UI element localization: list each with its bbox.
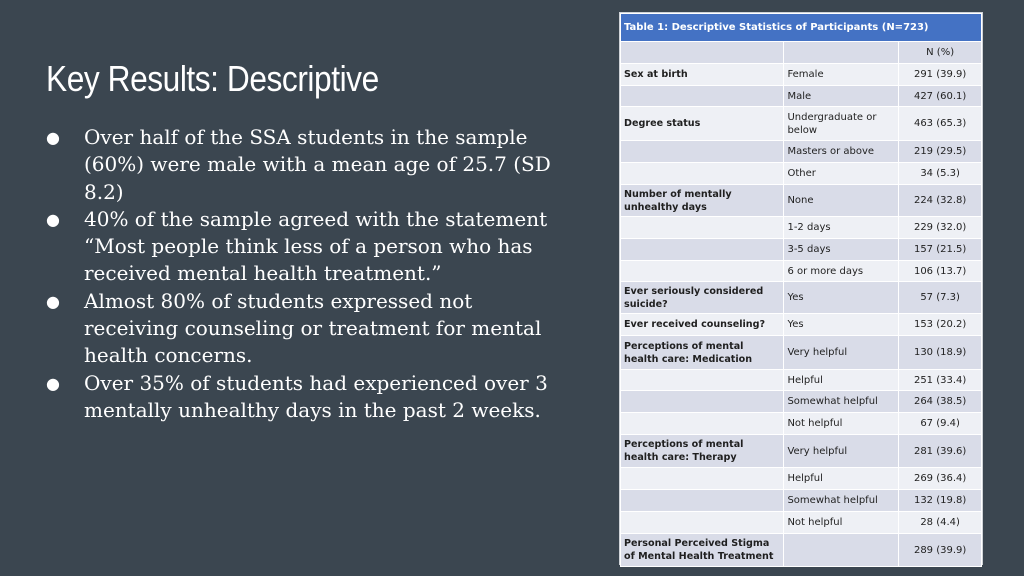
table-cell-category: Perceptions of mental health care: Medication [621, 336, 784, 370]
table-cell-category [621, 239, 784, 261]
bullet-icon: ● [46, 128, 60, 147]
bullet-item [46, 206, 566, 288]
table-cell-level [784, 534, 899, 567]
table-caption-row [621, 14, 982, 42]
table-cell-value: 132 (19.8) [899, 490, 982, 512]
bullet-text: 40% of the sample agreed with the statement “Most people think less of a person who has received mental health treatment.” [84, 206, 548, 286]
table-row [621, 261, 982, 282]
bullet-text: Almost 80% of students expressed not receiving counseling or treatment for mental health concerns. [84, 288, 542, 368]
table-row [621, 336, 982, 370]
table-cell-level: Not helpful [784, 512, 899, 534]
bullet-item [46, 288, 566, 370]
table-cell-level: None [784, 185, 899, 217]
table-cell-category: Sex at birth [621, 64, 784, 86]
table-cell-category [621, 86, 784, 107]
header-cell-category [621, 42, 784, 64]
table-row [621, 185, 982, 217]
table-cell-category [621, 512, 784, 534]
table-cell-level: Yes [784, 314, 899, 336]
table-cell-value: 224 (32.8) [899, 185, 982, 217]
table-cell-value: 28 (4.4) [899, 512, 982, 534]
table-row [621, 413, 982, 435]
table-cell-level: Undergraduate or below [784, 107, 899, 141]
table-row [621, 163, 982, 185]
slide-title: Key Results: Descriptive [46, 58, 379, 99]
table-cell-level: Other [784, 163, 899, 185]
table-row [621, 468, 982, 490]
table-cell-value: 289 (39.9) [899, 534, 982, 567]
bullet-icon: ● [46, 209, 60, 229]
bullet-icon: ● [46, 373, 60, 393]
table-cell-value: 34 (5.3) [899, 163, 982, 185]
table-row [621, 370, 982, 391]
bullet-text: Over 35% of students had experienced over 3 mentally unhealthy days in the past 2 weeks. [84, 370, 548, 422]
table-cell-value: 57 (7.3) [899, 282, 982, 314]
table-cell-level: 6 or more days [784, 261, 899, 282]
table-row [621, 490, 982, 512]
table-row [621, 217, 982, 239]
table-cell-value: 153 (20.2) [899, 314, 982, 336]
table-row [621, 435, 982, 468]
table-cell-level: Somewhat helpful [784, 391, 899, 413]
table-row [621, 107, 982, 141]
header-cell-n-percent: N (%) [899, 42, 982, 64]
table-cell-value: 291 (39.9) [899, 64, 982, 86]
table-cell-category [621, 163, 784, 185]
table-cell-category [621, 141, 784, 163]
table-cell-category [621, 468, 784, 490]
table-row [621, 86, 982, 107]
table-row [621, 391, 982, 413]
table-cell-value: 229 (32.0) [899, 217, 982, 239]
bullet-icon: ● [46, 291, 60, 311]
table-cell-level: 1-2 days [784, 217, 899, 239]
table-row [621, 282, 982, 314]
table-cell-level: 3-5 days [784, 239, 899, 261]
table-header-row [621, 42, 982, 64]
table-cell-category: Perceptions of mental health care: Therapy [621, 435, 784, 468]
table-cell-value: 264 (38.5) [899, 391, 982, 413]
descriptive-statistics-table [619, 12, 983, 565]
table-cell-value: 157 (21.5) [899, 239, 982, 261]
table-cell-level: Male [784, 86, 899, 107]
table-cell-value: 106 (13.7) [899, 261, 982, 282]
table-cell-value: 427 (60.1) [899, 86, 982, 107]
table-cell-category: Personal Perceived Stigma of Mental Health Treatment [621, 534, 784, 567]
table-cell-value: 281 (39.6) [899, 435, 982, 468]
table-cell-value: 67 (9.4) [899, 413, 982, 435]
table-cell-category [621, 217, 784, 239]
table-cell-category [621, 261, 784, 282]
table-cell-value: 130 (18.9) [899, 336, 982, 370]
table-row [621, 512, 982, 534]
table-row [621, 314, 982, 336]
table-cell-level: Very helpful [784, 435, 899, 468]
header-cell-level [784, 42, 899, 64]
table-cell-level: Somewhat helpful [784, 490, 899, 512]
table-cell-level: Female [784, 64, 899, 86]
table-cell-value: 463 (65.3) [899, 107, 982, 141]
bullet-text: Over half of the SSA students in the sample (60%) were male with a mean age of 25.7 (SD 8.2) [84, 125, 551, 204]
table-cell-category: Ever received counseling? [621, 314, 784, 336]
bullet-item [46, 124, 566, 206]
table-cell-level: Helpful [784, 370, 899, 391]
table-cell-category [621, 413, 784, 435]
table-row [621, 239, 982, 261]
table-cell-category [621, 370, 784, 391]
table-cell-category: Degree status [621, 107, 784, 141]
table-row [621, 64, 982, 86]
table-cell-level: Very helpful [784, 336, 899, 370]
table-cell-value: 251 (33.4) [899, 370, 982, 391]
bullet-item [46, 370, 566, 425]
table-cell-value: 219 (29.5) [899, 141, 982, 163]
table-cell-category: Ever seriously considered suicide? [621, 282, 784, 314]
bullet-list [46, 124, 566, 424]
table-cell-level: Masters or above [784, 141, 899, 163]
table-cell-level: Yes [784, 282, 899, 314]
table-row [621, 534, 982, 567]
table-cell-level: Not helpful [784, 413, 899, 435]
table-cell-level: Helpful [784, 468, 899, 490]
table-cell-category [621, 391, 784, 413]
table-caption: Table 1: Descriptive Statistics of Participants (N=723) [621, 14, 982, 42]
table-row [621, 141, 982, 163]
table-cell-value: 269 (36.4) [899, 468, 982, 490]
table-cell-category [621, 490, 784, 512]
table-cell-category: Number of mentally unhealthy days [621, 185, 784, 217]
